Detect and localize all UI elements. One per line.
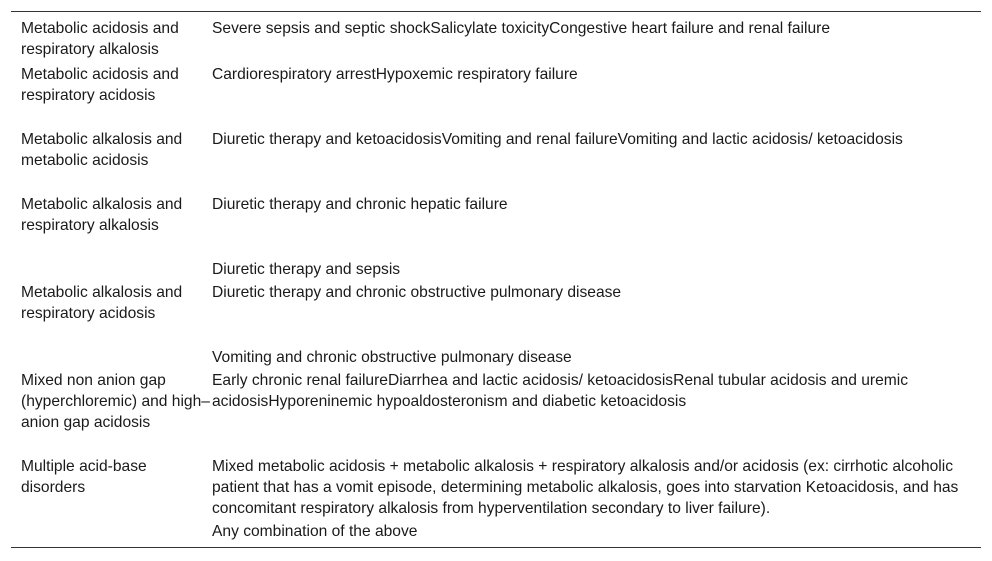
examples-cell: Cardiorespiratory arrestHypoxemic respiratory failure <box>212 66 578 83</box>
category-cell: Metabolic acidosis and respiratory acidosis <box>21 66 179 104</box>
examples-cell: Mixed metabolic acidosis + metabolic alkalosis + respiratory alkalosis and/or acidosis (ex: cirrhotic alcoholic patient that has a vomit episode, determining metabolic alkalosis, goes into starvation Ketoacidosis, and has concomitant respiratory alkalosis from hyperventilation secondary to liver failure). <box>212 458 959 517</box>
mixed-acid-base-table <box>11 11 981 548</box>
category-cell <box>11 519 212 542</box>
examples-cell: Vomiting and chronic obstructive pulmonary disease <box>212 349 572 366</box>
examples-cell: Severe sepsis and septic shockSalicylate toxicityCongestive heart failure and renal failure <box>212 20 831 37</box>
examples-cell: Diuretic therapy and sepsis <box>212 261 401 278</box>
category-cell: Metabolic alkalosis and respiratory acidosis <box>21 284 183 322</box>
table-row <box>11 191 981 257</box>
category-cell <box>11 257 212 280</box>
category-cell <box>11 345 212 368</box>
examples-cell: Early chronic renal failureDiarrhea and lactic acidosis/ ketoacidosisRenal tubular acidosis and uremic acidosisHyporeninemic hypoaldosteronism and diabetic ketoacidosis <box>212 372 908 410</box>
examples-cell: Diuretic therapy and chronic obstructive pulmonary disease <box>212 284 622 301</box>
category-cell: Metabolic acidosis and respiratory alkalosis <box>21 20 179 58</box>
category-cell: Multiple acid-base disorders <box>21 458 147 496</box>
category-cell: Metabolic alkalosis and metabolic acidosis <box>21 131 183 169</box>
table-row <box>11 280 981 345</box>
examples-cell: Diuretic therapy and ketoacidosisVomiting and renal failureVomiting and lactic acidosis/ ketoacidosis <box>212 131 903 148</box>
table-row <box>11 454 981 519</box>
category-cell: Mixed non anion gap (hyperchloremic) and high– anion gap acidosis <box>21 372 210 431</box>
examples-cell: Diuretic therapy and chronic hepatic failure <box>212 196 508 213</box>
table-row <box>11 368 981 454</box>
table-row <box>11 60 981 126</box>
examples-cell: Any combination of the above <box>212 523 418 540</box>
category-cell: Metabolic alkalosis and respiratory alkalosis <box>21 196 183 234</box>
table-row <box>11 345 981 368</box>
table-body <box>11 12 981 542</box>
table-row <box>11 519 981 542</box>
table-row <box>11 12 981 60</box>
table-row <box>11 126 981 191</box>
table-row <box>11 257 981 280</box>
